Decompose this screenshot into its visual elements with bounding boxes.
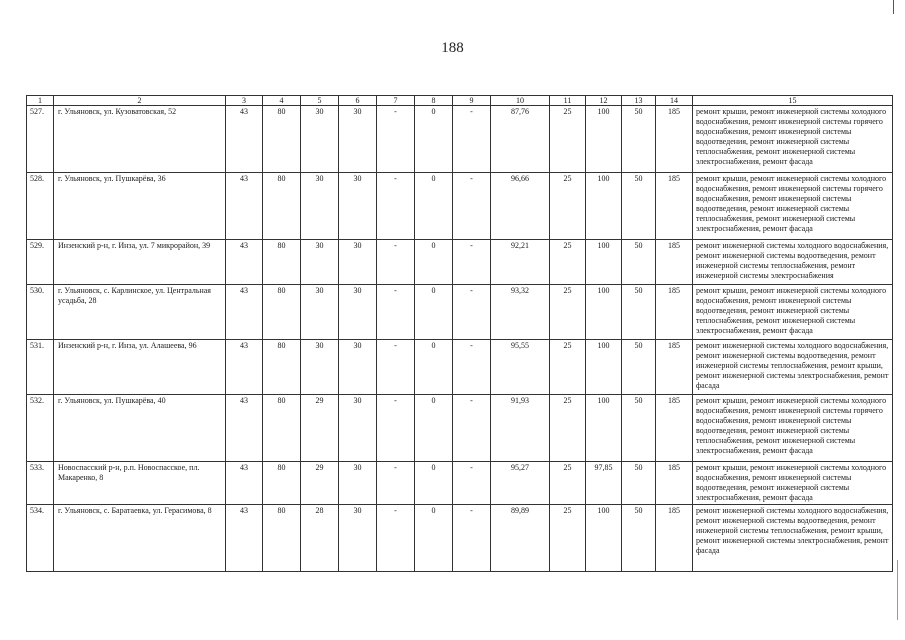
column-header: 5 [301,96,339,106]
value-cell: 50 [622,106,656,173]
value-cell: 30 [339,285,377,340]
value-cell: 80 [263,106,301,173]
value-cell: 185 [656,240,693,285]
value-cell: 100 [586,340,622,395]
value-cell: 89,89 [491,505,550,572]
address-cell: Новоспасский р-н, р.п. Новоспасское, пл. Макаренко, 8 [54,462,226,505]
table-row [27,462,893,505]
value-cell: 29 [301,395,339,462]
value-cell: 29 [301,462,339,505]
value-cell: 0 [415,240,453,285]
column-header: 7 [377,96,415,106]
value-cell: - [453,462,491,505]
value-cell: 185 [656,505,693,572]
address-cell: г. Ульяновск, ул. Кузоватовская, 52 [54,106,226,173]
value-cell: - [377,340,415,395]
column-header: 13 [622,96,656,106]
value-cell: - [453,173,491,240]
value-cell: 0 [415,285,453,340]
value-cell: 80 [263,340,301,395]
value-cell: 30 [339,395,377,462]
column-header: 14 [656,96,693,106]
value-cell: 185 [656,462,693,505]
column-header: 11 [550,96,586,106]
address-cell: г. Ульяновск, ул. Пушкарёва, 40 [54,395,226,462]
value-cell: 30 [339,462,377,505]
column-header: 9 [453,96,491,106]
column-header: 3 [226,96,263,106]
works-cell: ремонт инженерной системы холодного водоснабжения, ремонт инженерной системы водоотведения, ремонт инженерной системы теплоснабжения, ремонт крыши, ремонт инженерной системы электроснабжения, ремонт фасада [693,340,893,395]
value-cell: - [453,285,491,340]
value-cell: 43 [226,505,263,572]
value-cell: 50 [622,285,656,340]
value-cell: 92,21 [491,240,550,285]
address-cell: г. Ульяновск, ул. Пушкарёва, 36 [54,173,226,240]
value-cell: 25 [550,173,586,240]
row-number: 530. [27,285,54,340]
value-cell: - [377,240,415,285]
column-header: 4 [263,96,301,106]
value-cell: 100 [586,285,622,340]
value-cell: 0 [415,395,453,462]
address-cell: г. Ульяновск, с. Баратаевка, ул. Герасимова, 8 [54,505,226,572]
page-number: 188 [441,40,464,56]
table-row [27,173,893,240]
value-cell: 50 [622,240,656,285]
value-cell: 25 [550,505,586,572]
row-number: 532. [27,395,54,462]
works-cell: ремонт крыши, ремонт инженерной системы холодного водоснабжения, ремонт инженерной системы горячего водоснабжения, ремонт инженерной системы водоотведения, ремонт инженерной системы теплоснабжения, ремонт инженерной системы электроснабжения, ремонт фасада [693,173,893,240]
value-cell: 0 [415,173,453,240]
table-row [27,395,893,462]
works-cell: ремонт крыши, ремонт инженерной системы холодного водоснабжения, ремонт инженерной системы горячего водоснабжения, ремонт инженерной системы водоотведения, ремонт инженерной системы теплоснабжения, ремонт инженерной системы электроснабжения, ремонт фасада [693,395,893,462]
works-cell: ремонт инженерной системы холодного водоснабжения, ремонт инженерной системы водоотведения, ремонт инженерной системы теплоснабжения, ремонт крыши, ремонт инженерной системы электроснабжения, ремонт фасада [693,505,893,572]
value-cell: 30 [339,106,377,173]
works-cell: ремонт крыши, ремонт инженерной системы холодного водоснабжения, ремонт инженерной системы водоотведения, ремонт инженерной системы теплоснабжения, ремонт инженерной системы электроснабжения, ремонт фасада [693,285,893,340]
value-cell: 30 [301,240,339,285]
value-cell: 185 [656,395,693,462]
value-cell: 100 [586,395,622,462]
table-row [27,106,893,173]
works-table [26,95,893,572]
table-row [27,505,893,572]
value-cell: - [377,505,415,572]
works-cell: ремонт инженерной системы холодного водоснабжения, ремонт инженерной системы водоотведения, ремонт инженерной системы теплоснабжения, ремонт инженерной системы электроснабжения [693,240,893,285]
value-cell: 43 [226,395,263,462]
value-cell: 185 [656,285,693,340]
value-cell: 80 [263,285,301,340]
column-header: 12 [586,96,622,106]
value-cell: 25 [550,340,586,395]
value-cell: 30 [301,340,339,395]
value-cell: 95,27 [491,462,550,505]
works-cell: ремонт крыши, ремонт инженерной системы холодного водоснабжения, ремонт инженерной системы горячего водоснабжения, ремонт инженерной системы водоотведения, ремонт инженерной системы теплоснабжения, ремонт инженерной системы электроснабжения, ремонт фасада [693,106,893,173]
row-number: 528. [27,173,54,240]
value-cell: 25 [550,395,586,462]
row-number: 531. [27,340,54,395]
value-cell: 185 [656,106,693,173]
column-header: 6 [339,96,377,106]
works-cell: ремонт крыши, ремонт инженерной системы холодного водоснабжения, ремонт инженерной системы водоотведения, ремонт инженерной системы электроснабжения, ремонт фасада [693,462,893,505]
value-cell: 25 [550,106,586,173]
column-header: 10 [491,96,550,106]
value-cell: 43 [226,285,263,340]
value-cell: 43 [226,173,263,240]
value-cell: 43 [226,340,263,395]
column-number-row [27,96,893,106]
value-cell: 43 [226,240,263,285]
value-cell: 50 [622,173,656,240]
value-cell: 50 [622,340,656,395]
table-row [27,240,893,285]
row-number: 533. [27,462,54,505]
value-cell: 25 [550,285,586,340]
table-row [27,285,893,340]
value-cell: - [377,395,415,462]
value-cell: 185 [656,173,693,240]
value-cell: 95,55 [491,340,550,395]
value-cell: 80 [263,240,301,285]
value-cell: 100 [586,505,622,572]
value-cell: 87,76 [491,106,550,173]
value-cell: 43 [226,106,263,173]
scan-edge-mark [897,560,898,620]
row-number: 529. [27,240,54,285]
value-cell: - [377,106,415,173]
row-number: 534. [27,505,54,572]
value-cell: - [453,240,491,285]
column-header: 15 [693,96,893,106]
value-cell: 0 [415,462,453,505]
value-cell: 100 [586,240,622,285]
value-cell: 0 [415,106,453,173]
value-cell: 96,66 [491,173,550,240]
value-cell: 30 [339,340,377,395]
value-cell: 30 [301,106,339,173]
value-cell: 50 [622,462,656,505]
value-cell: - [453,505,491,572]
value-cell: 80 [263,395,301,462]
address-cell: г. Ульяновск, с. Карлинское, ул. Центральная усадьба, 28 [54,285,226,340]
value-cell: - [453,395,491,462]
table-row [27,340,893,395]
address-cell: Инзенский р-н, г. Инза, ул. Алашеева, 96 [54,340,226,395]
address-cell: Инзенский р-н, г. Инза, ул. 7 микрорайон, 39 [54,240,226,285]
value-cell: 30 [339,173,377,240]
column-header: 1 [27,96,54,106]
value-cell: 100 [586,106,622,173]
row-number: 527. [27,106,54,173]
value-cell: 80 [263,173,301,240]
value-cell: - [377,173,415,240]
scan-edge-mark [893,0,894,14]
value-cell: 25 [550,240,586,285]
column-header: 2 [54,96,226,106]
value-cell: 80 [263,462,301,505]
value-cell: 43 [226,462,263,505]
value-cell: 30 [339,505,377,572]
value-cell: 0 [415,505,453,572]
value-cell: - [377,462,415,505]
value-cell: 50 [622,505,656,572]
works-table-container [26,95,893,572]
value-cell: - [377,285,415,340]
value-cell: 91,93 [491,395,550,462]
column-header: 8 [415,96,453,106]
value-cell: 30 [339,240,377,285]
value-cell: 25 [550,462,586,505]
value-cell: - [453,340,491,395]
value-cell: 30 [301,173,339,240]
value-cell: 80 [263,505,301,572]
value-cell: 93,32 [491,285,550,340]
value-cell: 185 [656,340,693,395]
value-cell: 0 [415,340,453,395]
value-cell: 97,85 [586,462,622,505]
value-cell: 100 [586,173,622,240]
value-cell: - [453,106,491,173]
value-cell: 50 [622,395,656,462]
value-cell: 30 [301,285,339,340]
value-cell: 28 [301,505,339,572]
